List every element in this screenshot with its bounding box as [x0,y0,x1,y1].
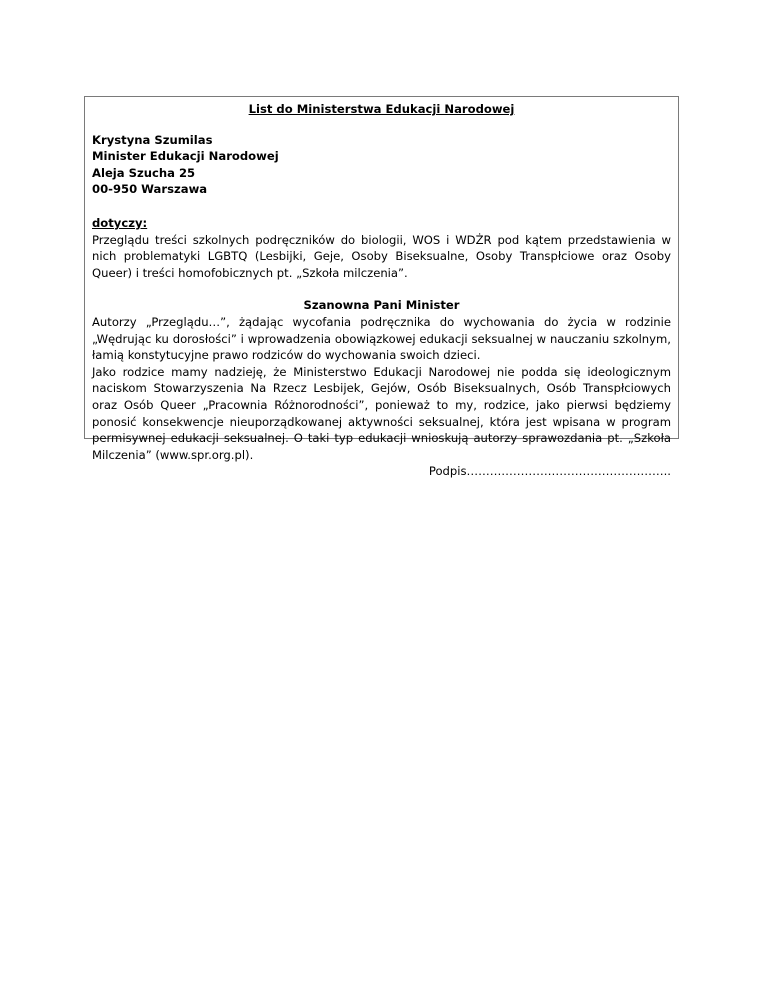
signature-line: Podpis…………………………………………….. [428,464,671,479]
subject-text: Przeglądu treści szkolnych podręczników do biologii, WOS i WDŻR pod kątem przedstawienia w nich problematyki LGBTQ (Lesbijki, Geje, Osoby Biseksualne, Osoby Transpłciowe oraz Osoby Queer) i treści homofobicznych pt. „Szkoła milczenia”. [92,232,671,280]
body-paragraph-1: Autorzy „Przeglądu…”, żądając wycofania podręcznika do wychowania do życia w rodzinie „Wędrując ku dorosłości” i wprowadzenia obowiązkowej edukacji seksualnej w nauczaniu szkolnym, łamią konstytucyjne prawo rodziców do wychowania swoich dzieci. [92,314,671,363]
subject-label: dotyczy: [92,215,148,230]
letter-title: List do Ministerstwa Edukacji Narodowej [248,102,515,116]
letter-box [84,96,679,479]
body-paragraph-2: Jako rodzice mamy nadzieję, że Ministerstwo Edukacji Narodowej nie podda się ideologicznym naciskom Stowarzyszenia Na Rzecz Lesbijek, Gejów, Osób Biseksualnych, Osób Transpłciowych oraz Osób Queer „Pracownia Różnorodności”, ponieważ to my, rodzice, jako pierwsi będziemy ponosić konsekwencje nieuporządkowanej aktywności seksualnej, która jest wpisana w program permisywnej edukacji seksualnej. O taki typ edukacji wnioskują autorzy sprawozdania pt. „Szkoła Milczenia” (www.spr.org.pl). [92,364,671,462]
recipient-street: Aleja Szucha 25 [92,165,196,180]
recipient-city: 00-950 Warszawa [92,182,208,197]
recipient-position: Minister Edukacji Narodowej [92,149,279,164]
greeting: Szanowna Pani Minister [303,298,460,313]
recipient-address [92,132,671,198]
recipient-name: Krystyna Szumilas [92,132,213,147]
